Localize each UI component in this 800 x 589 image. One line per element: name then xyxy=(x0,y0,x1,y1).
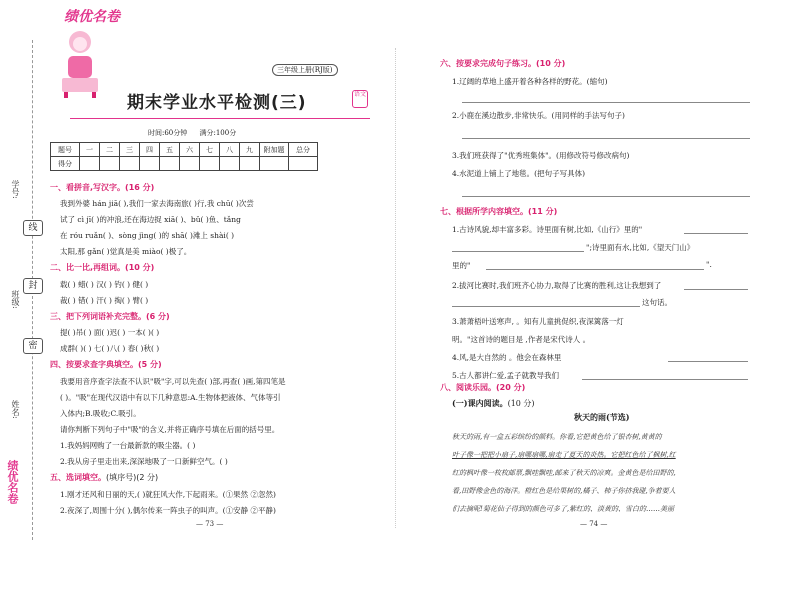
s4-line-3: 入体内;B.吸收;C.吸引。 xyxy=(60,409,141,418)
passage-line: 看,田野像金色的海洋。橙红色是给果树的,橘子、柿子你挤我碰,争着要人 xyxy=(452,487,676,495)
reading-subsection xyxy=(452,398,535,409)
answer-line[interactable] xyxy=(452,306,640,307)
binding-mark-seal: 封 xyxy=(23,278,43,294)
s6-line-1: 1.辽阔的草地上盛开着各种各样的野花。(缩句) xyxy=(452,77,608,86)
answer-line[interactable] xyxy=(668,361,748,362)
score-cell[interactable] xyxy=(289,157,318,171)
answer-line[interactable] xyxy=(462,102,750,103)
page-number-right: — 74 — xyxy=(580,520,608,528)
reading-subsection-score: (10 分) xyxy=(507,399,535,408)
section-4-title: 四、按要求查字典填空。(5 分) xyxy=(50,360,162,369)
score-cell[interactable] xyxy=(80,157,100,171)
section-1-title: 一、看拼音,写汉字。(16 分) xyxy=(50,183,155,192)
time-limit: 时间:60分钟 xyxy=(148,129,188,137)
reading-passage xyxy=(452,428,752,518)
section-2-title: 二、比一比,再组词。(10 分) xyxy=(50,263,155,272)
answer-line[interactable] xyxy=(684,233,748,234)
s7-line-4: ". xyxy=(706,260,712,269)
score-cell[interactable] xyxy=(220,157,240,171)
s7-line-1: 1.古诗风貌,却丰富多彩。诗里面有树,比如,《山行》里的" xyxy=(452,225,643,234)
name-label: 姓名: xyxy=(11,400,20,419)
section-8-title: 八、阅读乐园。(20 分) xyxy=(440,383,526,392)
s5-line-1: 1.刚才还风和日丽的天,( )就狂风大作,下起雨来。(①果然 ②忽然) xyxy=(60,490,276,499)
score-cell[interactable] xyxy=(260,157,289,171)
s1-line-1: 我到外婆 hán jiā( ),我们一家去海南旅( )行,我 chū( )次尝 xyxy=(60,199,254,208)
s6-line-2: 2.小鹿在溪边散步,非常快乐。(用同样的手法写句子) xyxy=(452,111,625,120)
section-7-title: 七、根据所学内容填空。(11 分) xyxy=(440,207,558,216)
s6-line-3: 3.我们班获得了"优秀班集体"。(用修改符号修改病句) xyxy=(452,151,630,160)
s7-line-2: ";诗里面有水,比如,《望天门山》 xyxy=(586,243,695,252)
section-3-title: 三、把下列词语补充完整。(6 分) xyxy=(50,312,170,321)
binding-mark-line: 线 xyxy=(23,220,43,236)
s4-line-4: 请你判断下列句子中"吸"的含义,并将正确序号填在后面的括号里。 xyxy=(60,425,280,434)
score-cell[interactable] xyxy=(160,157,180,171)
exam-info xyxy=(148,128,246,138)
s1-line-2: 试了 cì jī( )的冲浪,还在海边捉 xiā( )、bǔ( )鱼、tǎng xyxy=(60,215,241,224)
score-cell[interactable] xyxy=(240,157,260,171)
s4-line-6: 2.我从房子里走出来,深深地吸了一口新鲜空气。( ) xyxy=(60,457,228,466)
full-score: 满分:100分 xyxy=(199,129,237,137)
score-cell[interactable] xyxy=(140,157,160,171)
brand-logo: 绩优名卷 xyxy=(64,9,120,25)
s1-line-4: 太阳,那 gǎn( )觉真是美 miào( )极了。 xyxy=(60,247,192,256)
answer-line[interactable] xyxy=(582,379,748,380)
s4-line-2: ( )。"吸"在现代汉语中有以下几种意思:A.生物体把液体、气体等引 xyxy=(60,393,281,402)
score-table-header-row: 题号 一 二 三 四 五 六 七 八 九 附加题 总分 xyxy=(51,143,318,157)
brand-logo-vertical: 绩优名卷 xyxy=(6,460,19,504)
section-5-title xyxy=(50,472,158,483)
score-cell[interactable] xyxy=(200,157,220,171)
score-cell[interactable] xyxy=(120,157,140,171)
section-5-note: (填序号)(2 分) xyxy=(106,473,159,482)
s4-line-5: 1.我妈妈网购了一台最新款的吸尘器。( ) xyxy=(60,441,196,450)
s4-line-1: 我要用音序查字法查不认识"吸"字,可以先查( )部,再查( )画,第四笔是 xyxy=(60,377,286,386)
s7-line-8: 明。"这首诗的题目是 ,作者是宋代诗人 。 xyxy=(452,335,591,344)
score-table-score-row: 得分 xyxy=(51,157,318,171)
s7-line-7: 3.萧萧梧叶送寒声, 。知有儿童挑促织,夜深篱落一灯 xyxy=(452,317,624,326)
page-title: 期末学业水平检测(三) xyxy=(127,93,307,113)
answer-line[interactable] xyxy=(486,269,704,270)
passage-line: 红的枫叶像一枚枚邮票,飘哇飘哇,邮来了秋天的凉爽。金黄色是给田野的, xyxy=(452,469,676,477)
s7-line-5: 2.拔河比赛时,我们班齐心协力,取得了比赛的胜利,这让我想到了 xyxy=(452,281,662,290)
passage-line: 叶子像一把把小扇子,扇哪扇哪,扇走了夏天的炎热。它把红色给了枫树,红 xyxy=(452,451,676,459)
answer-line[interactable] xyxy=(452,251,584,252)
section-5-label: 五、选词填空。 xyxy=(50,473,106,482)
edition-badge: 三年级上册(RJ版) xyxy=(272,64,338,76)
s3-line-2: 成群( )( ) 七( )八( ) 春( )秋( ) xyxy=(60,344,160,353)
s7-line-9: 4.风,是大自然的 。他会在森林里 xyxy=(452,353,562,362)
section-6-title: 六、按要求完成句子练习。(10 分) xyxy=(440,59,566,68)
s5-line-2: 2.夜深了,周围十分( ),偶尔传来一阵虫子的叫声。(①安静 ②平静) xyxy=(60,506,276,515)
article-title: 秋天的雨(节选) xyxy=(574,412,630,422)
class-label: 班级: xyxy=(11,290,20,309)
score-cell[interactable] xyxy=(180,157,200,171)
s2-line-1: 载( ) 蜡( ) 汉( ) 钓( ) 健( ) xyxy=(60,280,149,289)
passage-line: 们去摘呢!菊花仙子得到的颜色可多了,紫红的、淡黄的、雪白的……美丽 xyxy=(452,505,675,513)
answer-line[interactable] xyxy=(462,196,750,197)
reading-subsection-label: (一)课内阅读。 xyxy=(452,398,508,408)
answer-line[interactable] xyxy=(462,138,750,139)
s7-line-6: 这句话。 xyxy=(642,298,672,307)
s1-line-3: 在 róu ruǎn( )、sòng jìng( )的 shā( )滩上 shài( ) xyxy=(60,231,235,240)
page-number-left: — 73 — xyxy=(196,520,224,528)
score-table xyxy=(50,142,318,171)
student-id-label: 学号: xyxy=(11,180,20,199)
s7-line-10: 5.古人都讲仁爱,孟子就教导我们 xyxy=(452,371,560,380)
subject-seal: 语文 xyxy=(352,90,368,108)
binding-strip xyxy=(0,40,52,540)
center-fold xyxy=(395,48,396,528)
s3-line-1: 提( )吊( ) 面( )迟( ) 一本( )( ) xyxy=(60,328,160,337)
binding-mark-secret: 密 xyxy=(23,338,43,354)
answer-line[interactable] xyxy=(684,289,748,290)
passage-line: 秋天的雨,有一盒五彩缤纷的颜料。你看,它把黄色给了银杏树,黄黄的 xyxy=(452,433,662,441)
s2-line-2: 裁( ) 错( ) 汗( ) 掏( ) 臂( ) xyxy=(60,296,149,305)
s6-line-4: 4.水泥道上铺上了地毯。(把句子写具体) xyxy=(452,169,586,178)
s7-line-3: 里的" xyxy=(452,261,471,270)
score-cell[interactable] xyxy=(100,157,120,171)
